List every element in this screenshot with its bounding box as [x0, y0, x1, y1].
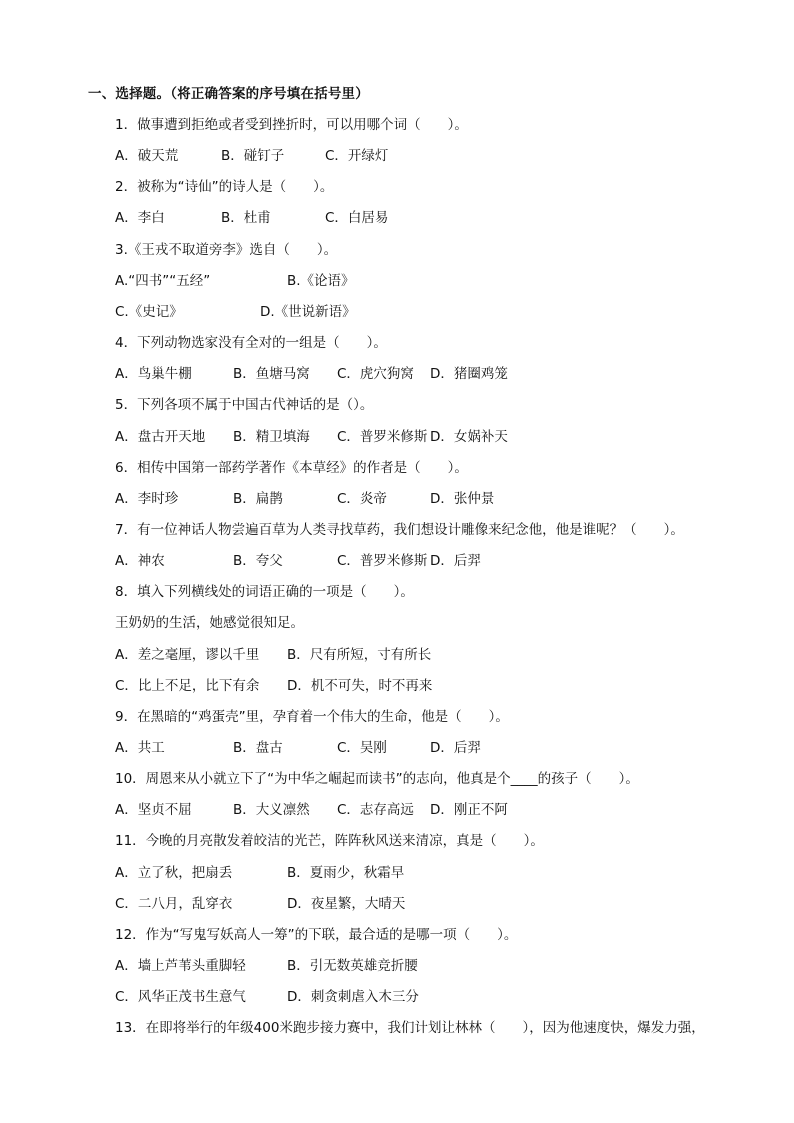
answer-option: D．后羿 [430, 553, 481, 570]
answer-option: D．张仲景 [430, 490, 495, 507]
answer-option: B．夏雨少，秋霜早 [287, 864, 405, 881]
answer-option: D．刚正不阿 [430, 802, 508, 819]
answer-option: C．虎穴狗窝 [337, 366, 414, 383]
answer-option: C．志存高远 [337, 802, 414, 819]
answer-option: C．吴刚 [337, 740, 387, 756]
answer-option: B．引无数英雄竞折腰 [287, 958, 418, 975]
question-text: 5．下列各项不属于中国古代神话的是（）。 [115, 397, 374, 414]
question-text: 8．填入下列横线处的词语正确的一项是（ ）。 [115, 584, 414, 601]
question-text: 4．下列动物选家没有全对的一组是（ ）。 [115, 335, 387, 352]
answer-option: D．女娲补天 [430, 428, 508, 445]
answer-option: B．碰钉子 [221, 148, 285, 165]
answer-option: A．差之毫厘，谬以千里 [115, 646, 260, 663]
question-text: 6．相传中国第一部药学著作《本草经》的作者是（ ）。 [115, 459, 468, 476]
answer-option: A.“四书”“五经” [115, 272, 211, 289]
answer-option: C．二八月，乱穿衣 [115, 895, 233, 912]
answer-option: D．刺贪刺虐入木三分 [287, 989, 419, 1006]
answer-option: A．李时珍 [115, 490, 179, 507]
question-text: 13．在即将举行的年级400米跑步接力赛中，我们计划让林林（ ），因为他速度快，爆发力强， [115, 1020, 705, 1037]
answer-option: C.《史记》 [115, 303, 183, 320]
answer-option: A．立了秋，把扇丢 [115, 864, 233, 881]
question-text: 2．被称为“诗仙”的诗人是（ ）。 [115, 179, 334, 196]
answer-option: B．精卫填海 [233, 428, 310, 445]
answer-option: C．比上不足，比下有余 [115, 677, 260, 694]
answer-option: D．猪圈鸡笼 [430, 366, 508, 383]
answer-option: A．李白 [115, 210, 165, 227]
answer-option: D.《世说新语》 [260, 303, 356, 320]
answer-option: B．鱼塘马窝 [233, 366, 310, 383]
answer-option: C．白居易 [325, 210, 389, 227]
question-text: 9．在黑暗的“鸡蛋壳”里，孕育着一个伟大的生命，他是（ ）。 [115, 708, 509, 725]
answer-option: B.《论语》 [287, 272, 355, 289]
question-text: 王奶奶的生活，她感觉很知足。 [115, 615, 304, 632]
answer-option: A．坚贞不屈 [115, 802, 192, 819]
answer-option: D．机不可失，时不再来 [287, 677, 433, 694]
question-text: 10．周恩来从小就立下了“为中华之崛起而读书”的志向，他真是个____的孩子（ ）。 [115, 771, 639, 788]
answer-option: B．夸父 [233, 553, 283, 570]
question-text: 1．做事遭到拒绝或者受到挫折时，可以用哪个词（ ）。 [115, 117, 468, 133]
question-text: 11．今晚的月亮散发着皎洁的光芒，阵阵秋风送来清凉，真是（ ）。 [115, 833, 544, 850]
answer-option: A．神农 [115, 553, 165, 570]
answer-option: B．尺有所短，寸有所长 [287, 646, 432, 663]
answer-option: C．普罗米修斯 [337, 553, 428, 570]
answer-option: A．墙上芦苇头重脚轻 [115, 958, 246, 975]
question-text: 7．有一位神话人物尝遍百草为人类寻找草药，我们想设计雕像来纪念他，他是谁呢？（ ）。 [115, 521, 684, 538]
answer-option: A．共工 [115, 740, 165, 756]
question-text: 12．作为“写鬼写妖高人一筹”的下联，最合适的是哪一项（ ）。 [115, 926, 518, 943]
answer-option: A．盘古开天地 [115, 428, 206, 445]
answer-option: B．扁鹊 [233, 490, 283, 507]
answer-option: C．普罗米修斯 [337, 428, 428, 445]
answer-option: A．破天荒 [115, 148, 179, 165]
answer-option: C．风华正茂书生意气 [115, 989, 246, 1006]
answer-option: C．炎帝 [337, 490, 387, 507]
section-title: 一、选择题。（将正确答案的序号填在括号里） [88, 86, 369, 102]
answer-option: A．鸟巢牛棚 [115, 366, 192, 383]
answer-option: B．盘古 [233, 740, 283, 756]
answer-option: B．大义凛然 [233, 802, 310, 819]
answer-option: C．开绿灯 [325, 148, 389, 165]
answer-option: B．杜甫 [221, 210, 271, 227]
question-text: 3.《王戎不取道旁李》选自（ ）。 [115, 241, 338, 258]
answer-option: D．夜星繁，大晴天 [287, 895, 406, 912]
answer-option: D．后羿 [430, 740, 481, 756]
